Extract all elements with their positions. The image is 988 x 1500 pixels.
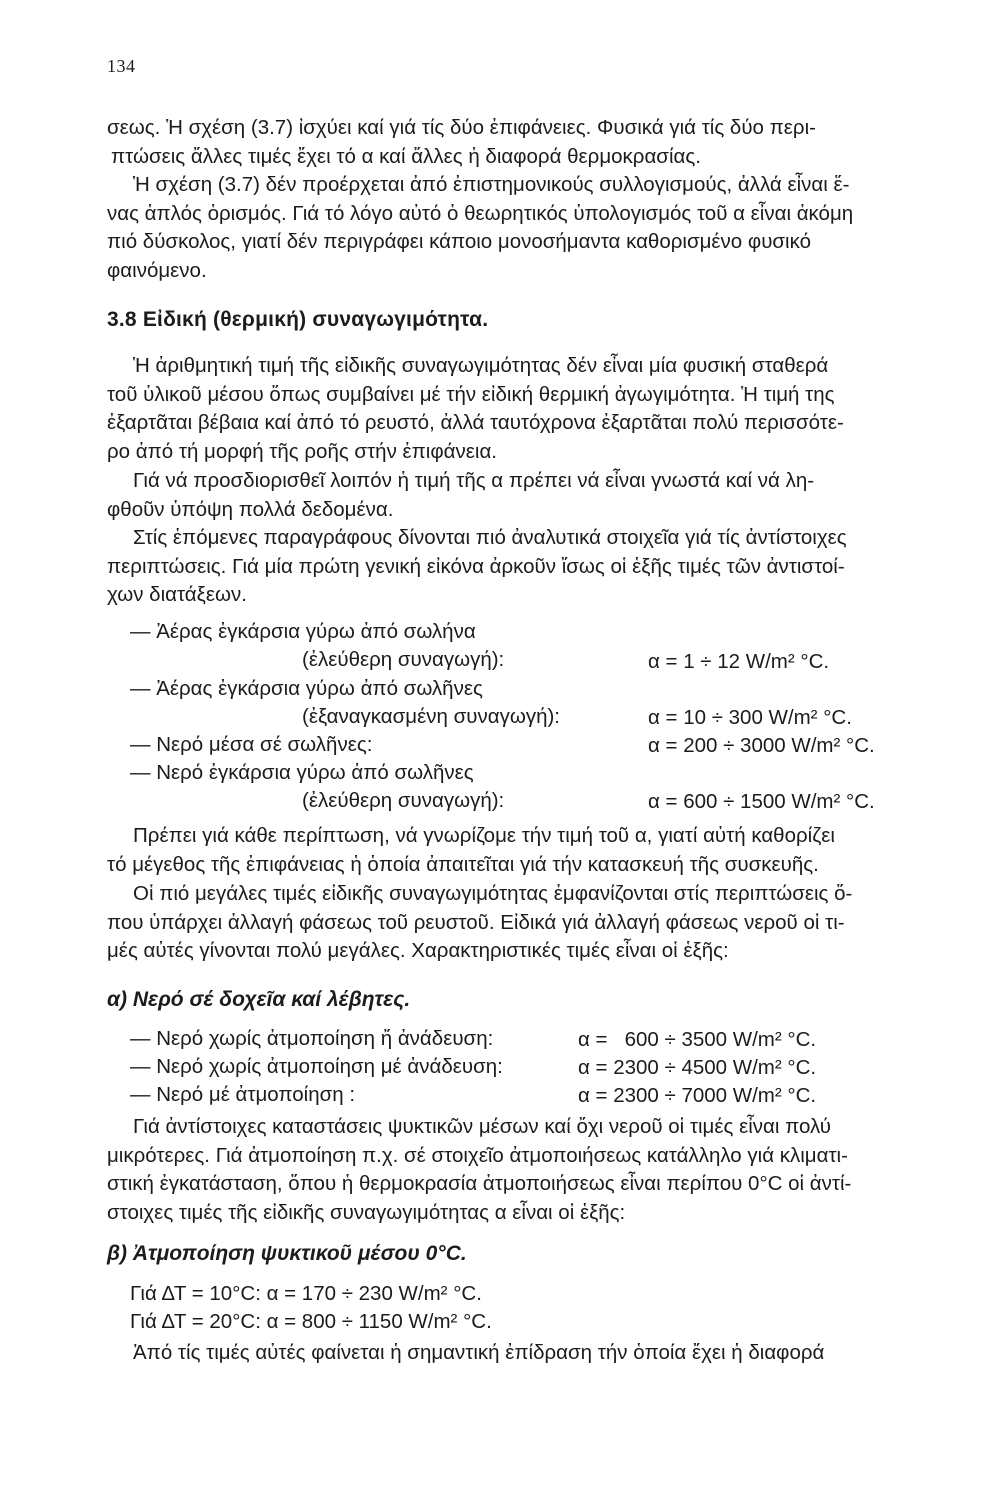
text-line: Ἡ σχέση (3.7) δέν προέρχεται ἀπό ἐπιστημονικούς συλλογισμούς, ἀλλά εἶναι ἕ- bbox=[133, 173, 850, 196]
paragraph-2 bbox=[107, 352, 943, 466]
list-item-label: — Νερό μέσα σέ σωλῆνες: bbox=[130, 733, 373, 756]
text-line: χων διατάξεων. bbox=[107, 583, 247, 606]
text-line: Ἀπό τίς τιμές αὐτές φαίνεται ἡ σημαντική ἐπίδραση τήν ὁποία ἔχει ἡ διαφορά bbox=[133, 1341, 825, 1364]
text-line: ρο ἀπό τή μορφή τῆς ροῆς στήν ἐπιφάνεια. bbox=[107, 439, 497, 463]
paragraph-7 bbox=[107, 1113, 943, 1227]
paragraph-8 bbox=[107, 1339, 943, 1368]
section-heading: 3.8 Εἰδική (θερμική) συναγωγιμότητα. bbox=[107, 308, 489, 331]
paragraph-4 bbox=[107, 524, 943, 610]
text-line: πτώσεις ἄλλες τιμές ἔχει τό α καί ἄλλες ἡ διαφορά θερμοκρασίας. bbox=[111, 144, 701, 168]
subheading-a: α) Νερό σέ δοχεῖα καί λέβητες. bbox=[107, 988, 411, 1011]
list-item-label: — Νερό χωρίς ἀτμοποίηση μέ ἀνάδευση: bbox=[130, 1055, 503, 1078]
list-item: Γιά ΔΤ = 20°C: α = 800 ÷ 1150 W/m² °C. bbox=[130, 1310, 492, 1333]
text-line: πιό δύσκολος, γιατί δέν περιγράφει κάποιο μονοσήμαντα καθορισμένο φυσικό bbox=[107, 230, 812, 253]
list-item-value: α = 600 ÷ 3500 W/m² °C. bbox=[578, 1028, 817, 1051]
paragraph-6 bbox=[107, 880, 943, 966]
text-line: μές αὐτές γίνονται πολύ μεγάλες. Χαρακτηριστικές τιμές εἶναι οἱ ἑξῆς: bbox=[107, 939, 729, 962]
list-item-label: (ἐξαναγκασμένη συναγωγή): bbox=[302, 705, 560, 728]
paragraph-5 bbox=[107, 822, 943, 879]
list-item-label: — Ἀέρας ἐγκάρσια γύρω ἀπό σωλήνα bbox=[130, 620, 476, 643]
subheading-b: β) Ἀτμοποίηση ψυκτικοῦ μέσου 0°C. bbox=[107, 1242, 467, 1265]
paragraph-1 bbox=[107, 114, 943, 285]
text-line: νας ἁπλός ὁρισμός. Γιά τό λόγο αὐτό ὁ θεωρητικός ὑπολογισμός τοῦ α εἶναι ἀκόμη bbox=[107, 201, 854, 225]
list-item-label: — Νερό μέ ἀτμοποίηση : bbox=[130, 1083, 356, 1106]
text-line: μικρότερες. Γιά ἀτμοποίηση π.χ. σέ στοιχεῖο ἀτμοποιήσεως κατάλληλο γιά κλιματι- bbox=[107, 1143, 848, 1167]
text-line: Οἱ πιό μεγάλες τιμές εἰδικῆς συναγωγιμότητας ἐμφανίζονται στίς περιπτώσεις ὅ- bbox=[133, 882, 853, 905]
list-item-label: — Νερό χωρίς ἀτμοποίηση ἤ ἀνάδευση: bbox=[130, 1027, 494, 1050]
list-item-label: (ἐλεύθερη συναγωγή): bbox=[302, 789, 505, 812]
list-item-value: α = 2300 ÷ 4500 W/m² °C. bbox=[578, 1056, 817, 1079]
text-line: στοιχες τιμές τῆς εἰδικῆς συναγωγιμότητας α εἶναι οἱ ἑξῆς: bbox=[107, 1200, 626, 1224]
list-item-value: α = 600 ÷ 1500 W/m² °C. bbox=[648, 790, 875, 813]
text-line: φαινόμενο. bbox=[107, 258, 207, 282]
text-line: Στίς ἑπόμενες παραγράφους δίνονται πιό ἀναλυτικά στοιχεῖα γιά τίς ἀντίστοιχες bbox=[133, 526, 847, 549]
list-item-value: α = 10 ÷ 300 W/m² °C. bbox=[648, 706, 852, 729]
text-line: σεως. Ἡ σχέση (3.7) ἰσχύει καί γιά τίς δύο ἐπιφάνειες. Φυσικά γιά τίς δύο περι- bbox=[107, 116, 816, 139]
text-line: Γιά ἀντίστοιχες καταστάσεις ψυκτικῶν μέσων καί ὄχι νεροῦ οἱ τιμές εἶναι πολύ bbox=[133, 1115, 831, 1138]
text-line: Γιά νά προσδιορισθεῖ λοιπόν ἡ τιμή τῆς α πρέπει νά εἶναι γνωστά καί νά λη- bbox=[133, 469, 815, 492]
text-line: φθοῦν ὑπόψη πολλά δεδομένα. bbox=[107, 497, 394, 521]
text-line: τοῦ ὑλικοῦ μέσου ὅπως συμβαίνει μέ τήν εἰδική θερμική ἀγωγιμότητα. Ἡ τιμή της bbox=[107, 382, 835, 406]
text-line: Πρέπει γιά κάθε περίπτωση, νά γνωρίζομε τήν τιμή τοῦ α, γιατί αὐτή καθορίζει bbox=[133, 824, 835, 847]
page-number: 134 bbox=[107, 56, 136, 76]
list-item-label: — Ἀέρας ἐγκάρσια γύρω ἀπό σωλῆνες bbox=[130, 677, 483, 700]
list-item-value: α = 200 ÷ 3000 W/m² °C. bbox=[648, 734, 875, 757]
text-line: Ἡ ἀριθμητική τιμή τῆς εἰδικῆς συναγωγιμότητας δέν εἶναι μία φυσική σταθερά bbox=[133, 354, 829, 377]
list-item-value: α = 2300 ÷ 7000 W/m² °C. bbox=[578, 1084, 817, 1107]
text-line: ἐξαρτᾶται βέβαια καί ἀπό τό ρευστό, ἀλλά ταυτόχρονα ἐξαρτᾶται πολύ περισσότε- bbox=[107, 411, 844, 434]
list-item-value: α = 1 ÷ 12 W/m² °C. bbox=[648, 650, 830, 673]
list-item-label: — Νερό ἐγκάρσια γύρω ἀπό σωλῆνες bbox=[130, 761, 474, 784]
text-line: τό μέγεθος τῆς ἐπιφάνειας ἡ ὁποία ἀπαιτεῖται γιά τήν κατασκευή τῆς συσκευῆς. bbox=[107, 852, 819, 876]
paragraph-3 bbox=[107, 467, 943, 524]
list-item: Γιά ΔΤ = 10°C: α = 170 ÷ 230 W/m² °C. bbox=[130, 1282, 482, 1305]
list-item-label: (ἐλεύθερη συναγωγή): bbox=[302, 648, 505, 671]
text-line: που ὑπάρχει ἀλλαγή φάσεως τοῦ ρευστοῦ. Εἰδικά γιά ἀλλαγή φάσεως νεροῦ οἱ τι- bbox=[107, 910, 845, 934]
text-line: στική ἐγκατάσταση, ὅπου ἡ θερμοκρασία ἀτμοποιήσεως εἶναι περίπου 0°C οἱ ἀντί- bbox=[107, 1172, 852, 1195]
text-line: περιπτώσεις. Γιά μία πρώτη γενική εἰκόνα ἀρκοῦν ἴσως οἱ ἑξῆς τιμές τῶν ἀντιστοί- bbox=[107, 554, 845, 578]
